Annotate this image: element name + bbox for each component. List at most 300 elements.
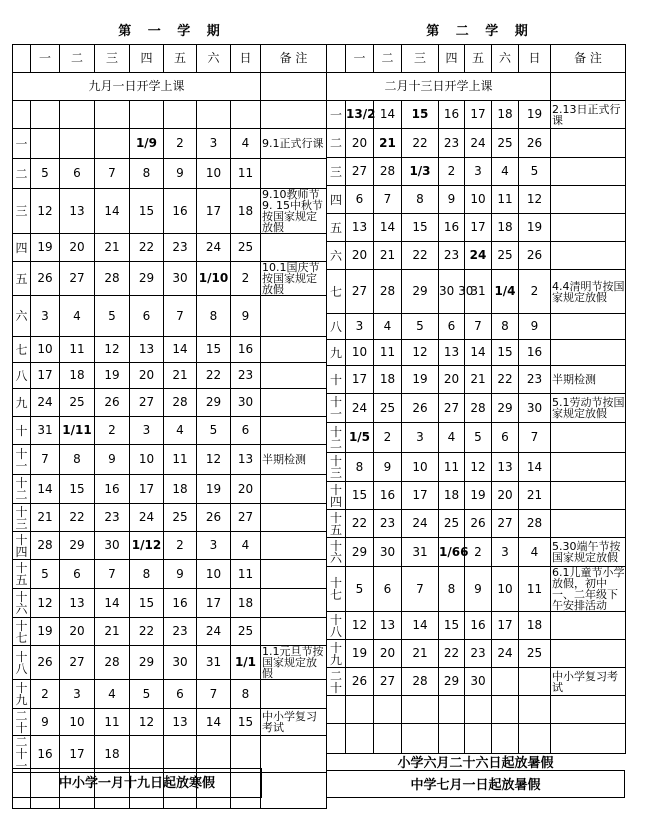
semester1-note-cell: 1.1元旦节按国家规定放假 (261, 646, 327, 680)
semester1-day-cell: 9 (164, 159, 197, 189)
semester2-day-cell: 21 (465, 366, 492, 394)
semester1-day-cell: 2 (164, 129, 197, 159)
semester2-note-cell (551, 158, 626, 186)
semester2-day-cell: 13 (439, 340, 465, 366)
semester2-week-row (327, 101, 626, 129)
semester1-day-cell: 15 (130, 189, 164, 234)
semester1-day-cell: 6 (60, 159, 95, 189)
semester2-day-cell: 17 (402, 482, 439, 510)
semester1-day-cell: 25 (164, 504, 197, 532)
semester2-day-cell: 7 (519, 423, 551, 453)
semester1-day-cell (60, 101, 95, 129)
semester1-day-cell (130, 736, 164, 773)
semester2-day-cell (492, 724, 519, 754)
semester1-week-number (13, 101, 31, 129)
semester1-day-cell: 18 (231, 189, 261, 234)
semester1-week-row (13, 296, 327, 337)
semester1-week-row (13, 417, 327, 445)
semester2-note-cell (551, 640, 626, 668)
semester1-day-cell: 9 (31, 709, 60, 736)
semester1-week-row (13, 560, 327, 589)
semester1-week-row (13, 504, 327, 532)
semester1-week-number: 八 (13, 363, 31, 389)
semester1-day-cell: 7 (31, 445, 60, 475)
semester2-note-cell (551, 242, 626, 270)
semester2-day-cell (465, 724, 492, 754)
semester1-week-row (13, 680, 327, 709)
semester1-week-row (13, 618, 327, 646)
semester1-week-row (13, 532, 327, 560)
semester2-day-cell: 14 (519, 453, 551, 482)
semester2-week-number: 十八 (327, 612, 346, 640)
semester2-day-cell: 21 (402, 640, 439, 668)
semester1-week-number: 十八 (13, 646, 31, 680)
semester1-header-cell: 三 (95, 45, 130, 73)
semester1-day-cell: 8 (197, 296, 231, 337)
semester2-day-cell: 6 (374, 567, 402, 612)
semester2-day-cell: 9 (439, 186, 465, 214)
semester2-day-cell: 22 (402, 129, 439, 158)
semester1-day-cell: 23 (164, 234, 197, 262)
semester2-day-cell (374, 696, 402, 724)
semester2-day-cell: 14 (465, 340, 492, 366)
semester2-day-cell: 7 (374, 186, 402, 214)
semester1-week-number: 十二 (13, 475, 31, 504)
semester1-day-cell: 16 (231, 337, 261, 363)
semester2-day-cell (402, 696, 439, 724)
semester2-week-number: 一 (327, 101, 346, 129)
semester1-header-cell: 备 注 (261, 45, 327, 73)
semester1-start-note: 九月一日开学上课 (13, 73, 261, 101)
semester1-day-cell: 13 (130, 337, 164, 363)
semester2-week-row (327, 186, 626, 214)
semester1-week-row (13, 159, 327, 189)
semester1-day-cell: 2 (231, 262, 261, 296)
semester2-week-row (327, 668, 626, 696)
semester1-day-cell (197, 101, 231, 129)
semester2-footer-box (326, 770, 625, 798)
semester2-day-cell: 11 (374, 340, 402, 366)
semester1-day-cell (130, 101, 164, 129)
semester1-day-cell: 2 (95, 417, 130, 445)
semester2-day-cell: 16 (439, 101, 465, 129)
semester2-day-cell: 15 (439, 612, 465, 640)
semester1-week-number: 一 (13, 129, 31, 159)
semester2-day-cell (402, 724, 439, 754)
semester1-week-row (13, 129, 327, 159)
semester1-week-number: 十四 (13, 532, 31, 560)
semester1-note-cell: 10.1国庆节按国家规定放假 (261, 262, 327, 296)
semester1-day-cell: 9 (231, 296, 261, 337)
semester1-day-cell: 7 (197, 680, 231, 709)
semester2-day-cell: 15 (492, 340, 519, 366)
semester1-note-cell (261, 773, 327, 809)
semester2-day-cell: 1/5 (346, 423, 374, 453)
semester2-calendar-table (326, 44, 626, 754)
semester2-day-cell: 5 (519, 158, 551, 186)
semester1-note-cell (261, 234, 327, 262)
semester2-day-cell: 27 (492, 510, 519, 538)
semester1-day-cell: 26 (95, 389, 130, 417)
semester2-day-cell: 10 (492, 567, 519, 612)
semester1-day-cell: 7 (164, 296, 197, 337)
semester1-day-cell: 28 (164, 389, 197, 417)
semester1-day-cell: 11 (231, 159, 261, 189)
semester2-day-cell: 16 (439, 214, 465, 242)
semester2-day-cell: 12 (402, 340, 439, 366)
semester1-day-cell: 22 (60, 504, 95, 532)
semester2-day-cell: 24 (465, 242, 492, 270)
semester1-day-cell: 2 (31, 680, 60, 709)
semester2-week-number: 二十 (327, 668, 346, 696)
semester1-day-cell: 16 (164, 189, 197, 234)
semester2-header-row (327, 45, 626, 73)
semester2-day-cell: 29 (492, 394, 519, 423)
semester1-day-cell: 21 (95, 234, 130, 262)
semester1-day-cell: 2 (164, 532, 197, 560)
semester2-title: 第 二 学 期 (426, 24, 534, 39)
semester1-day-cell: 19 (31, 234, 60, 262)
semester1-day-cell (197, 736, 231, 773)
semester2-header-cell: 二 (374, 45, 402, 73)
semester1-footer-box (12, 768, 262, 798)
semester1-day-cell: 18 (231, 589, 261, 618)
semester1-day-cell: 3 (60, 680, 95, 709)
semester2-day-cell: 12 (346, 612, 374, 640)
semester2-note-cell (551, 129, 626, 158)
semester1-note-cell (261, 363, 327, 389)
semester2-day-cell: 23 (374, 510, 402, 538)
semester1-day-cell: 19 (197, 475, 231, 504)
semester2-header-cell: 六 (492, 45, 519, 73)
semester1-day-cell: 4 (95, 680, 130, 709)
semester1-day-cell: 17 (60, 736, 95, 773)
semester1-day-cell: 9 (164, 560, 197, 589)
semester1-header-cell: 一 (31, 45, 60, 73)
semester1-day-cell: 31 (31, 417, 60, 445)
semester1-week-number: 七 (13, 337, 31, 363)
semester1-day-cell: 10 (130, 445, 164, 475)
semester1-note-cell (261, 560, 327, 589)
semester1-day-cell: 12 (95, 337, 130, 363)
semester2-note-cell (551, 724, 626, 754)
semester2-day-cell: 2 (439, 158, 465, 186)
semester2-day-cell: 26 (519, 242, 551, 270)
semester1-week-number: 十 (13, 417, 31, 445)
semester2-day-cell: 28 (374, 158, 402, 186)
semester2-day-cell: 4 (374, 314, 402, 340)
semester1-day-cell: 29 (60, 532, 95, 560)
semester1-week-row (13, 475, 327, 504)
semester1-day-cell: 26 (31, 262, 60, 296)
semester2-week-row (327, 129, 626, 158)
semester2-day-cell: 4 (492, 158, 519, 186)
semester1-week-number: 十五 (13, 560, 31, 589)
semester2-note-cell: 5.30端午节按国家规定放假 (551, 538, 626, 567)
semester1-day-cell: 24 (197, 618, 231, 646)
semester1-note-cell: 中小学复习考试 (261, 709, 327, 736)
semester1-day-cell: 10 (31, 337, 60, 363)
semester1-day-cell: 6 (130, 296, 164, 337)
semester2-week-number: 十五 (327, 510, 346, 538)
semester2-day-cell: 25 (519, 640, 551, 668)
semester2-day-cell: 1/3 (402, 158, 439, 186)
semester1-day-cell: 12 (31, 189, 60, 234)
semester2-day-cell: 9 (465, 567, 492, 612)
semester1-day-cell: 10 (197, 159, 231, 189)
semester2-day-cell: 3 (402, 423, 439, 453)
semester1-note-cell (261, 417, 327, 445)
semester1-day-cell: 16 (31, 736, 60, 773)
semester2-day-cell: 23 (439, 242, 465, 270)
semester1-day-cell: 10 (60, 709, 95, 736)
semester1-day-cell: 20 (130, 363, 164, 389)
semester2-day-cell: 10 (465, 186, 492, 214)
semester1-week-row (13, 736, 327, 773)
semester2-day-cell: 27 (346, 270, 374, 314)
semester1-day-cell: 17 (130, 475, 164, 504)
semester2-day-cell: 21 (374, 242, 402, 270)
semester2-day-cell: 1/4 (492, 270, 519, 314)
semester2-day-cell: 22 (492, 366, 519, 394)
semester1-day-cell: 6 (231, 417, 261, 445)
semester1-day-cell: 1/9 (130, 129, 164, 159)
semester1-day-cell: 26 (31, 646, 60, 680)
semester2-day-cell: 14 (402, 612, 439, 640)
semester1-day-cell: 8 (60, 445, 95, 475)
semester2-note-cell (551, 214, 626, 242)
semester2-header-cell: 五 (465, 45, 492, 73)
semester2-footer-primary: 小学六月二十六日起放暑假 (397, 756, 554, 771)
semester2-day-cell: 21 (374, 129, 402, 158)
semester2-day-cell: 8 (346, 453, 374, 482)
semester1-week-row (13, 389, 327, 417)
semester1-day-cell: 28 (95, 262, 130, 296)
semester2-day-cell (519, 668, 551, 696)
semester2-note-cell (551, 340, 626, 366)
semester2-week-row (327, 538, 626, 567)
semester1-day-cell: 10 (197, 560, 231, 589)
semester1-week-row (13, 646, 327, 680)
semester1-day-cell: 8 (130, 159, 164, 189)
semester1-day-cell: 30 (164, 262, 197, 296)
semester2-note-cell: 半期检测 (551, 366, 626, 394)
semester1-day-cell: 17 (197, 189, 231, 234)
semester2-header-cell: 备 注 (551, 45, 626, 73)
semester1-day-cell: 30 (231, 389, 261, 417)
semester2-day-cell: 21 (519, 482, 551, 510)
semester2-day-cell: 30 (465, 668, 492, 696)
semester1-day-cell: 1/12 (130, 532, 164, 560)
semester1-day-cell: 20 (60, 234, 95, 262)
semester1-day-cell: 25 (231, 234, 261, 262)
semester2-day-cell: 28 (374, 270, 402, 314)
semester1-day-cell: 5 (197, 417, 231, 445)
semester2-week-number: 七 (327, 270, 346, 314)
semester1-day-cell: 4 (231, 532, 261, 560)
semester1-day-cell: 13 (164, 709, 197, 736)
semester1-day-cell (95, 129, 130, 159)
semester2-day-cell: 27 (439, 394, 465, 423)
semester1-day-cell: 28 (95, 646, 130, 680)
semester1-day-cell: 23 (164, 618, 197, 646)
semester2-day-cell: 25 (374, 394, 402, 423)
semester2-note-cell (551, 314, 626, 340)
semester2-week-number (327, 724, 346, 754)
semester1-week-number: 二十 (13, 709, 31, 736)
semester2-day-cell: 19 (346, 640, 374, 668)
semester2-day-cell: 10 (346, 340, 374, 366)
semester2-day-cell: 30 (519, 394, 551, 423)
semester1-day-cell: 19 (31, 618, 60, 646)
semester2-day-cell: 29 (439, 668, 465, 696)
semester1-day-cell: 29 (197, 389, 231, 417)
semester2-day-cell: 25 (492, 242, 519, 270)
semester2-day-cell: 16 (465, 612, 492, 640)
semester2-week-number: 十一 (327, 394, 346, 423)
semester2-week-number: 三 (327, 158, 346, 186)
semester2-day-cell (346, 696, 374, 724)
semester1-footer: 中小学一月十九日起放寒假 (58, 776, 215, 791)
semester2-day-cell: 15 (402, 214, 439, 242)
semester2-day-cell: 29 (402, 270, 439, 314)
semester2-header-cell: 一 (346, 45, 374, 73)
semester1-week-row (13, 234, 327, 262)
semester1-week-number: 二十一 (13, 736, 31, 773)
semester2-day-cell: 6 (346, 186, 374, 214)
semester1-day-cell: 3 (130, 417, 164, 445)
semester1-day-cell (95, 101, 130, 129)
semester2-start-row (327, 73, 626, 101)
semester1-day-cell: 13 (60, 189, 95, 234)
semester2-day-cell: 28 (465, 394, 492, 423)
semester2-week-number: 十六 (327, 538, 346, 567)
semester2-header-corner (327, 45, 346, 73)
semester1-day-cell: 27 (60, 262, 95, 296)
semester2-day-cell: 20 (439, 366, 465, 394)
semester1-day-cell: 18 (60, 363, 95, 389)
semester1-note-cell (261, 389, 327, 417)
semester2-day-cell: 22 (439, 640, 465, 668)
semester1-day-cell: 27 (231, 504, 261, 532)
semester1-day-cell: 22 (130, 618, 164, 646)
semester1-note-cell: 9.10教师节9. 15中秋节按国家规定放假 (261, 189, 327, 234)
semester1-day-cell: 22 (130, 234, 164, 262)
semester2-week-row (327, 724, 626, 754)
semester1-day-cell: 3 (197, 129, 231, 159)
semester2-note-cell (551, 696, 626, 724)
semester1-day-cell: 4 (60, 296, 95, 337)
semester2-note-cell (551, 510, 626, 538)
semester1-day-cell: 1/1 (231, 646, 261, 680)
semester2-week-number (327, 696, 346, 724)
semester1-day-cell: 3 (31, 296, 60, 337)
semester1-header-corner (13, 45, 31, 73)
semester2-day-cell: 18 (519, 612, 551, 640)
semester2-footer-secondary: 中学七月一日起放暑假 (410, 778, 541, 793)
semester2-day-cell: 23 (519, 366, 551, 394)
semester1-day-cell: 12 (197, 445, 231, 475)
semester1-day-cell: 29 (130, 646, 164, 680)
semester1-day-cell: 14 (95, 189, 130, 234)
semester1-note-cell (261, 589, 327, 618)
semester1-day-cell (31, 129, 60, 159)
semester1-note-cell (261, 618, 327, 646)
semester2-day-cell: 20 (346, 129, 374, 158)
semester2-day-cell: 30 (374, 538, 402, 567)
semester2-day-cell: 16 (374, 482, 402, 510)
semester2-day-cell: 24 (492, 640, 519, 668)
semester2-day-cell: 22 (402, 242, 439, 270)
semester1-day-cell: 14 (95, 589, 130, 618)
semester2-day-cell: 26 (519, 129, 551, 158)
semester1-week-row (13, 709, 327, 736)
semester1-day-cell: 11 (231, 560, 261, 589)
semester2-week-row (327, 340, 626, 366)
semester1-calendar-table (12, 44, 327, 809)
semester1-day-cell: 30 (164, 646, 197, 680)
semester1-day-cell: 14 (164, 337, 197, 363)
semester2-day-cell: 18 (374, 366, 402, 394)
semester1-week-number: 十六 (13, 589, 31, 618)
semester2-day-cell: 11 (492, 186, 519, 214)
semester2-day-cell: 11 (439, 453, 465, 482)
semester1-day-cell (231, 101, 261, 129)
semester2-day-cell: 16 (519, 340, 551, 366)
semester1-day-cell (31, 101, 60, 129)
semester1-day-cell: 4 (164, 417, 197, 445)
semester1-week-number: 十七 (13, 618, 31, 646)
semester1-day-cell: 24 (197, 234, 231, 262)
semester2-week-number: 二 (327, 129, 346, 158)
semester1-day-cell: 9 (95, 445, 130, 475)
semester1-note-cell (261, 504, 327, 532)
semester1-day-cell: 6 (164, 680, 197, 709)
semester2-week-number: 四 (327, 186, 346, 214)
semester2-week-row (327, 314, 626, 340)
semester1-week-number: 六 (13, 296, 31, 337)
semester1-day-cell: 5 (31, 560, 60, 589)
semester1-day-cell: 23 (231, 363, 261, 389)
semester2-day-cell: 19 (465, 482, 492, 510)
semester2-day-cell: 25 (439, 510, 465, 538)
semester1-note-cell (261, 159, 327, 189)
semester2-week-number: 九 (327, 340, 346, 366)
semester2-week-row (327, 158, 626, 186)
semester1-day-cell: 3 (197, 532, 231, 560)
semester2-day-cell: 20 (346, 242, 374, 270)
semester2-day-cell: 14 (374, 214, 402, 242)
semester1-day-cell: 26 (197, 504, 231, 532)
semester1-day-cell: 5 (95, 296, 130, 337)
semester1-week-row (13, 337, 327, 363)
semester2-week-row (327, 242, 626, 270)
semester2-day-cell: 3 (492, 538, 519, 567)
semester1-day-cell: 24 (130, 504, 164, 532)
semester1-note-cell: 9.1正式行课 (261, 129, 327, 159)
semester2-day-cell: 6 (492, 423, 519, 453)
semester2-week-row (327, 567, 626, 612)
semester2-day-cell: 19 (519, 101, 551, 129)
semester1-header-row (13, 45, 327, 73)
semester2-note-cell (551, 453, 626, 482)
semester2-day-cell (519, 696, 551, 724)
semester2-day-cell: 12 (465, 453, 492, 482)
semester2-note-cell (551, 482, 626, 510)
semester2-note-cell (551, 186, 626, 214)
semester2-day-cell: 29 (346, 538, 374, 567)
semester2-day-cell: 20 (492, 482, 519, 510)
